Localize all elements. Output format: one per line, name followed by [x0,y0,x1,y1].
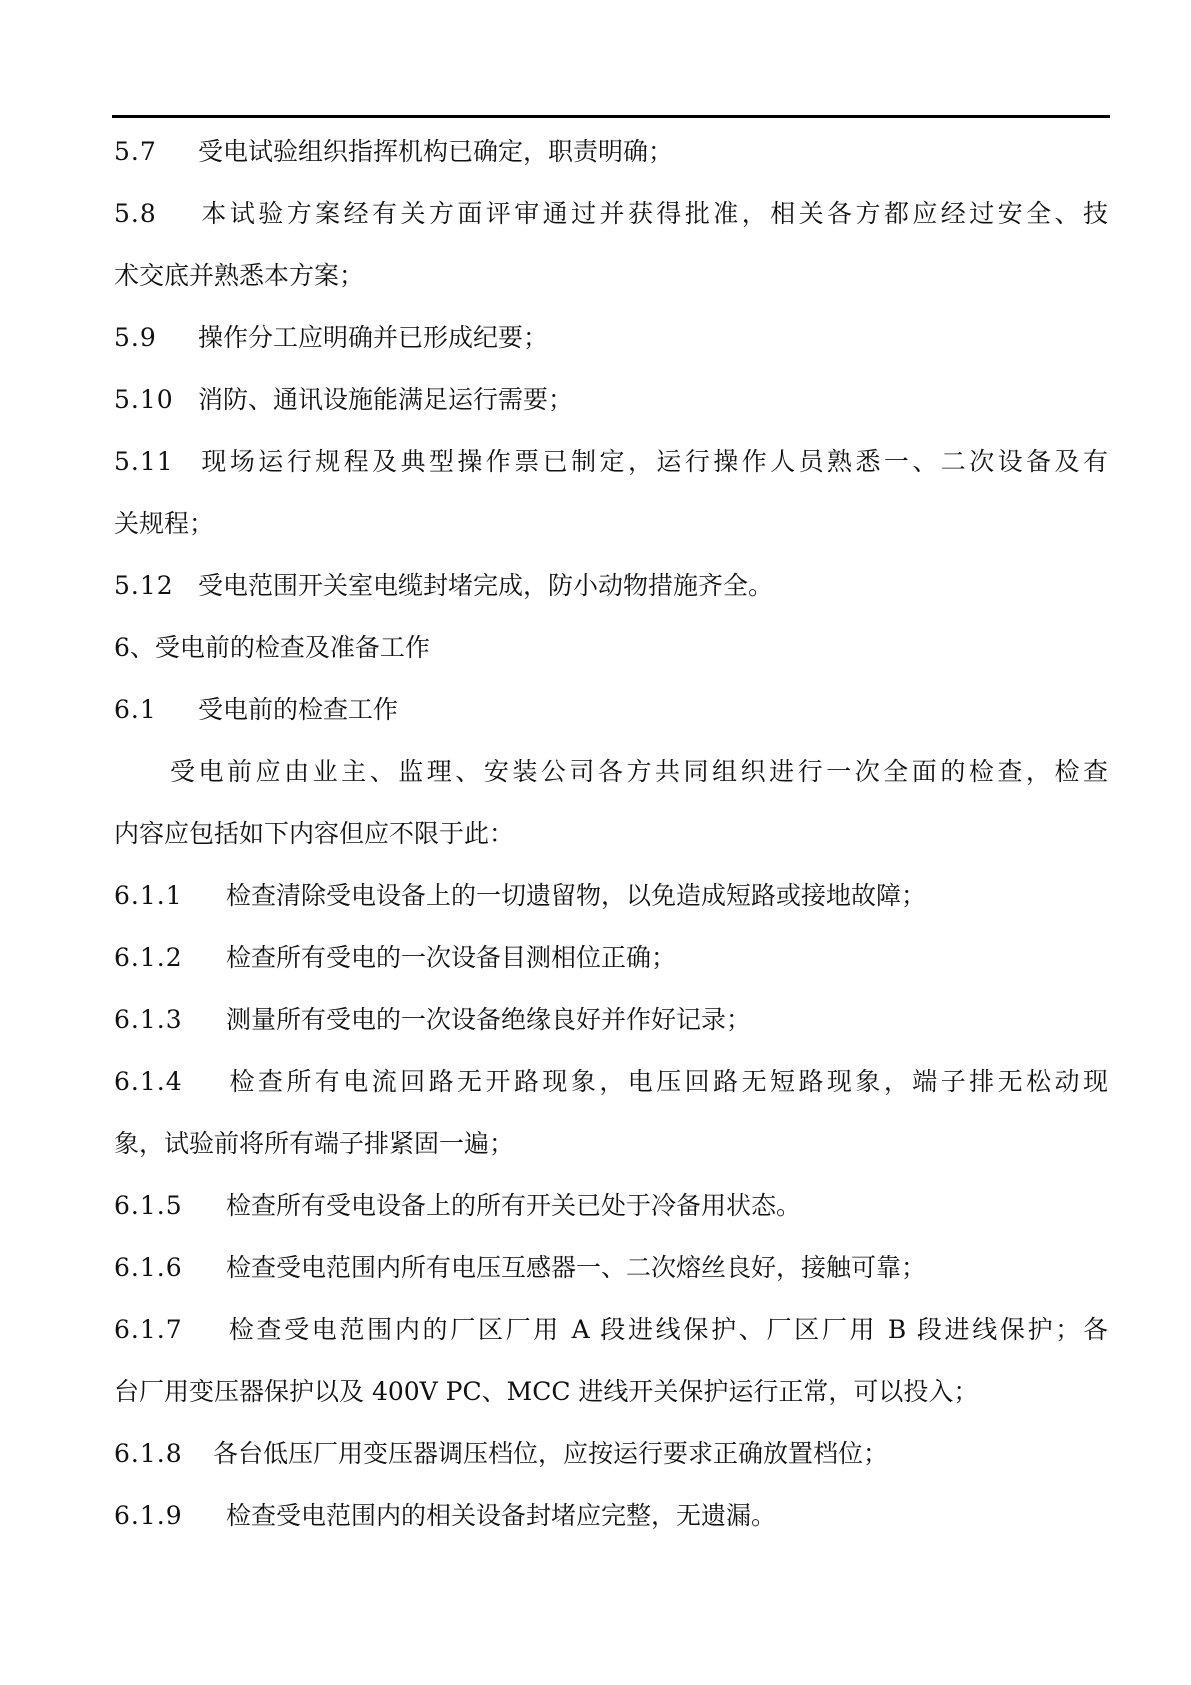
item-number: 5.12 [114,571,174,600]
item-text: 操作分工应明确并已形成纪要； [198,323,549,352]
item-number: 5.10 [114,385,174,414]
item-number: 6.1.2 [114,943,183,972]
item-6-1-1 [114,865,1108,927]
item-text: 检查所有受电的一次设备目测相位正确； [226,943,677,972]
item-6-1-9 [114,1485,1108,1547]
section-heading-6 [114,617,1108,679]
item-text: 检查所有电流回路无开路现象，电压回路无短路现象，端子排无松动现 [226,1067,1108,1096]
item-text: 检查所有受电设备上的所有开关已处于冷备用状态。 [226,1191,802,1220]
item-text: 本试验方案经有关方面评审通过并获得批准，相关各方都应经过安全、技 [198,199,1108,228]
item-text: 检查受电范围内所有电压互感器一、二次熔丝良好，接触可靠； [226,1253,927,1282]
item-5-9 [114,307,1108,369]
item-number: 6.1 [114,695,157,724]
item-number: 6.1.8 [114,1439,183,1468]
item-text: 测量所有受电的一次设备绝缘良好并作好记录； [226,1005,752,1034]
item-5-7 [114,121,1108,183]
item-5-8 [114,183,1108,245]
paragraph-text: 内容应包括如下内容但应不限于此： [114,819,515,848]
item-text: 受电前的检查工作 [198,695,399,724]
item-text: 消防、通讯设施能满足运行需要； [198,385,574,414]
document-body [114,121,1108,1547]
item-number: 5.9 [114,323,157,352]
item-5-11 [114,431,1108,493]
item-number: 6.1.3 [114,1005,183,1034]
item-5-8-continued [114,245,1108,307]
item-text: 术交底并熟悉本方案； [114,261,365,290]
item-number: 6.1.4 [114,1067,183,1096]
item-5-10 [114,369,1108,431]
item-6-1-7-continued [114,1361,1108,1423]
item-text: 现场运行规程及典型操作票已制定，运行操作人员熟悉一、二次设备及有 [198,447,1108,476]
item-6-1-5 [114,1175,1108,1237]
item-5-12 [114,555,1108,617]
paragraph-inspection-intro [114,741,1108,803]
item-6-1-4 [114,1051,1108,1113]
header-rule [112,115,1110,118]
item-text: 受电范围开关室电缆封堵完成，防小动物措施齐全。 [198,571,774,600]
item-text: 检查受电范围内的厂区厂用 A 段进线保护、厂区厂用 B 段进线保护；各 [226,1315,1108,1344]
paragraph-text: 受电前应由业主、监理、安装公司各方共同组织进行一次全面的检查，检查 [170,757,1108,786]
item-text: 象，试验前将所有端子排紧固一遍； [114,1129,515,1158]
item-6-1-7 [114,1299,1108,1361]
item-6-1-3 [114,989,1108,1051]
section-heading: 6、受电前的检查及准备工作 [114,633,430,662]
paragraph-inspection-intro-continued [114,803,1108,865]
item-6-1-4-continued [114,1113,1108,1175]
item-text: 受电试验组织指挥机构已确定，职责明确； [198,137,674,166]
item-6-1-6 [114,1237,1108,1299]
item-6-1-2 [114,927,1108,989]
item-number: 5.8 [114,199,157,228]
item-text: 检查受电范围内的相关设备封堵应完整，无遗漏。 [226,1501,777,1530]
item-text: 各台低压厂用变压器调压档位，应按运行要求正确放置档位； [213,1439,889,1468]
item-number: 5.11 [114,447,174,476]
item-number: 6.1.9 [114,1501,183,1530]
item-number: 6.1.6 [114,1253,183,1282]
item-text: 关规程； [114,509,215,538]
item-text: 台厂用变压器保护以及 400V PC、MCC 进线开关保护运行正常，可以投入； [114,1377,979,1406]
item-number: 5.7 [114,137,157,166]
item-5-11-continued [114,493,1108,555]
item-number: 6.1.7 [114,1315,183,1344]
item-number: 6.1.5 [114,1191,183,1220]
item-text: 检查清除受电设备上的一切遗留物，以免造成短路或接地故障； [226,881,927,910]
item-number: 6.1.1 [114,881,183,910]
item-6-1-8 [114,1423,1108,1485]
item-6-1 [114,679,1108,741]
